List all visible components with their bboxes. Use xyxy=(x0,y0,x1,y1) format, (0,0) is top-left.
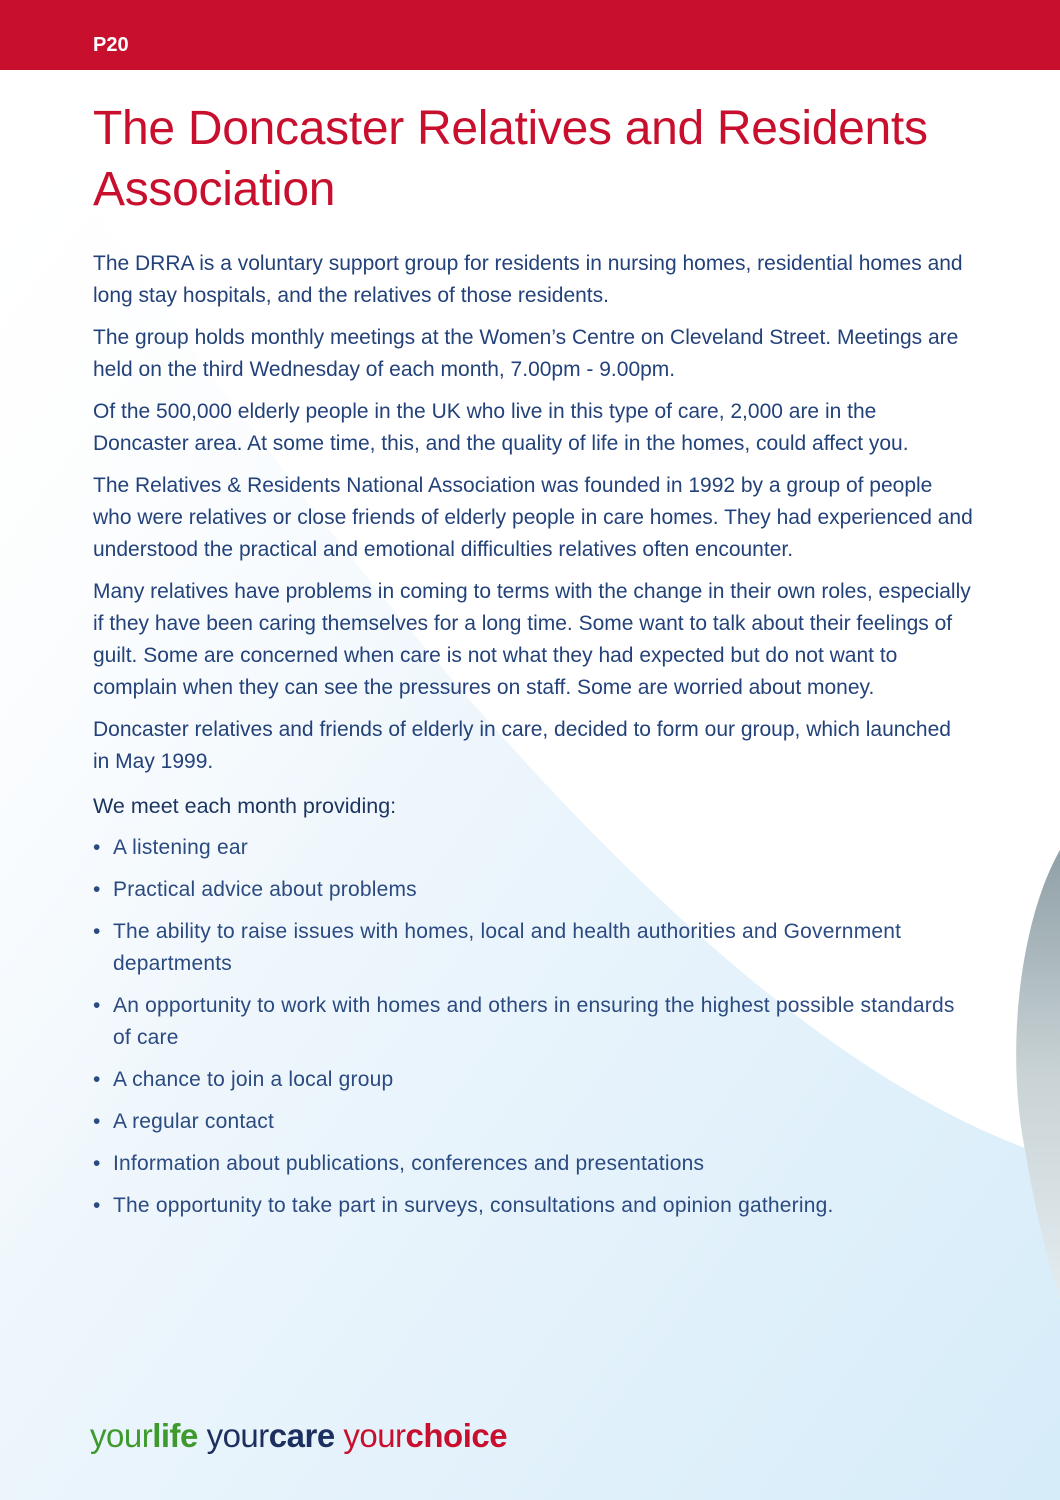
list-item xyxy=(93,1064,973,1096)
paragraph-launch: Doncaster relatives and friends of elderly in care, decided to form our group, which launched in May 1999. xyxy=(93,718,951,773)
paragraph-statistics: Of the 500,000 elderly people in the UK who live in this type of care, 2,000 are in the Doncaster area. At some time, this, and the quality of life in the homes, could affect you. xyxy=(93,400,909,455)
list-item-text: Practical advice about problems xyxy=(113,878,417,901)
paragraph-history: The Relatives & Residents National Association was founded in 1992 by a group of people who were relatives or close friends of elderly people in care homes. They had experienced and understood the practical and emotional difficulties relatives often encounter. xyxy=(93,474,973,561)
page-number: P20 xyxy=(93,34,129,56)
bullet-icon: • xyxy=(93,1068,101,1091)
tagline-choice: choice xyxy=(405,1417,508,1454)
list-item xyxy=(93,916,973,980)
paragraph-intro: The DRRA is a voluntary support group for residents in nursing homes, residential homes and long stay hospitals, and the relatives of those residents. xyxy=(93,252,963,307)
paragraph-problems: Many relatives have problems in coming to terms with the change in their own roles, especially if they have been caring themselves for a long time. Some want to talk about their feelings of guilt. Some are concerned when care is not what they had expected but do not want to complain when they can see the pressures on staff. Some are worried about money. xyxy=(93,580,971,699)
bullet-icon: • xyxy=(93,1194,101,1217)
list-item xyxy=(93,1106,973,1138)
list-item xyxy=(93,874,973,906)
page-title: The Doncaster Relatives and Residents Association xyxy=(93,102,928,216)
list-item xyxy=(93,1190,973,1222)
bullet-icon: • xyxy=(93,1152,101,1175)
list-item-text: A regular contact xyxy=(113,1110,274,1133)
bullet-icon: • xyxy=(93,1110,101,1133)
list-item-text: A listening ear xyxy=(113,836,248,859)
bullet-icon: • xyxy=(93,836,101,859)
list-item-text: The ability to raise issues with homes, local and health authorities and Government departments xyxy=(113,920,902,975)
tagline-your-1: your xyxy=(90,1417,153,1454)
list-item xyxy=(93,832,973,864)
tagline-care: care xyxy=(268,1417,335,1454)
tagline-life: life xyxy=(152,1417,198,1454)
list-item-text: Information about publications, conferences and presentations xyxy=(113,1152,705,1175)
header-bar xyxy=(0,0,1060,70)
list-item xyxy=(93,1148,973,1180)
services-list xyxy=(93,832,973,1222)
main-content xyxy=(93,98,973,1232)
list-item-text: A chance to join a local group xyxy=(113,1068,394,1091)
list-item-text: An opportunity to work with homes and others in ensuring the highest possible standards of care xyxy=(113,994,955,1049)
list-intro: We meet each month providing: xyxy=(93,794,397,818)
bullet-icon: • xyxy=(93,920,101,943)
bullet-icon: • xyxy=(93,878,101,901)
paragraph-meetings: The group holds monthly meetings at the Women’s Centre on Cleveland Street. Meetings are held on the third Wednesday of each month, 7.00pm - 9.00pm. xyxy=(93,326,959,381)
tagline-your-3: your xyxy=(343,1417,406,1454)
tagline-logo xyxy=(90,1416,507,1456)
bullet-icon: • xyxy=(93,994,101,1017)
list-item-text: The opportunity to take part in surveys, consultations and opinion gathering. xyxy=(113,1194,834,1217)
tagline-your-2: your xyxy=(206,1417,269,1454)
list-item xyxy=(93,990,973,1054)
